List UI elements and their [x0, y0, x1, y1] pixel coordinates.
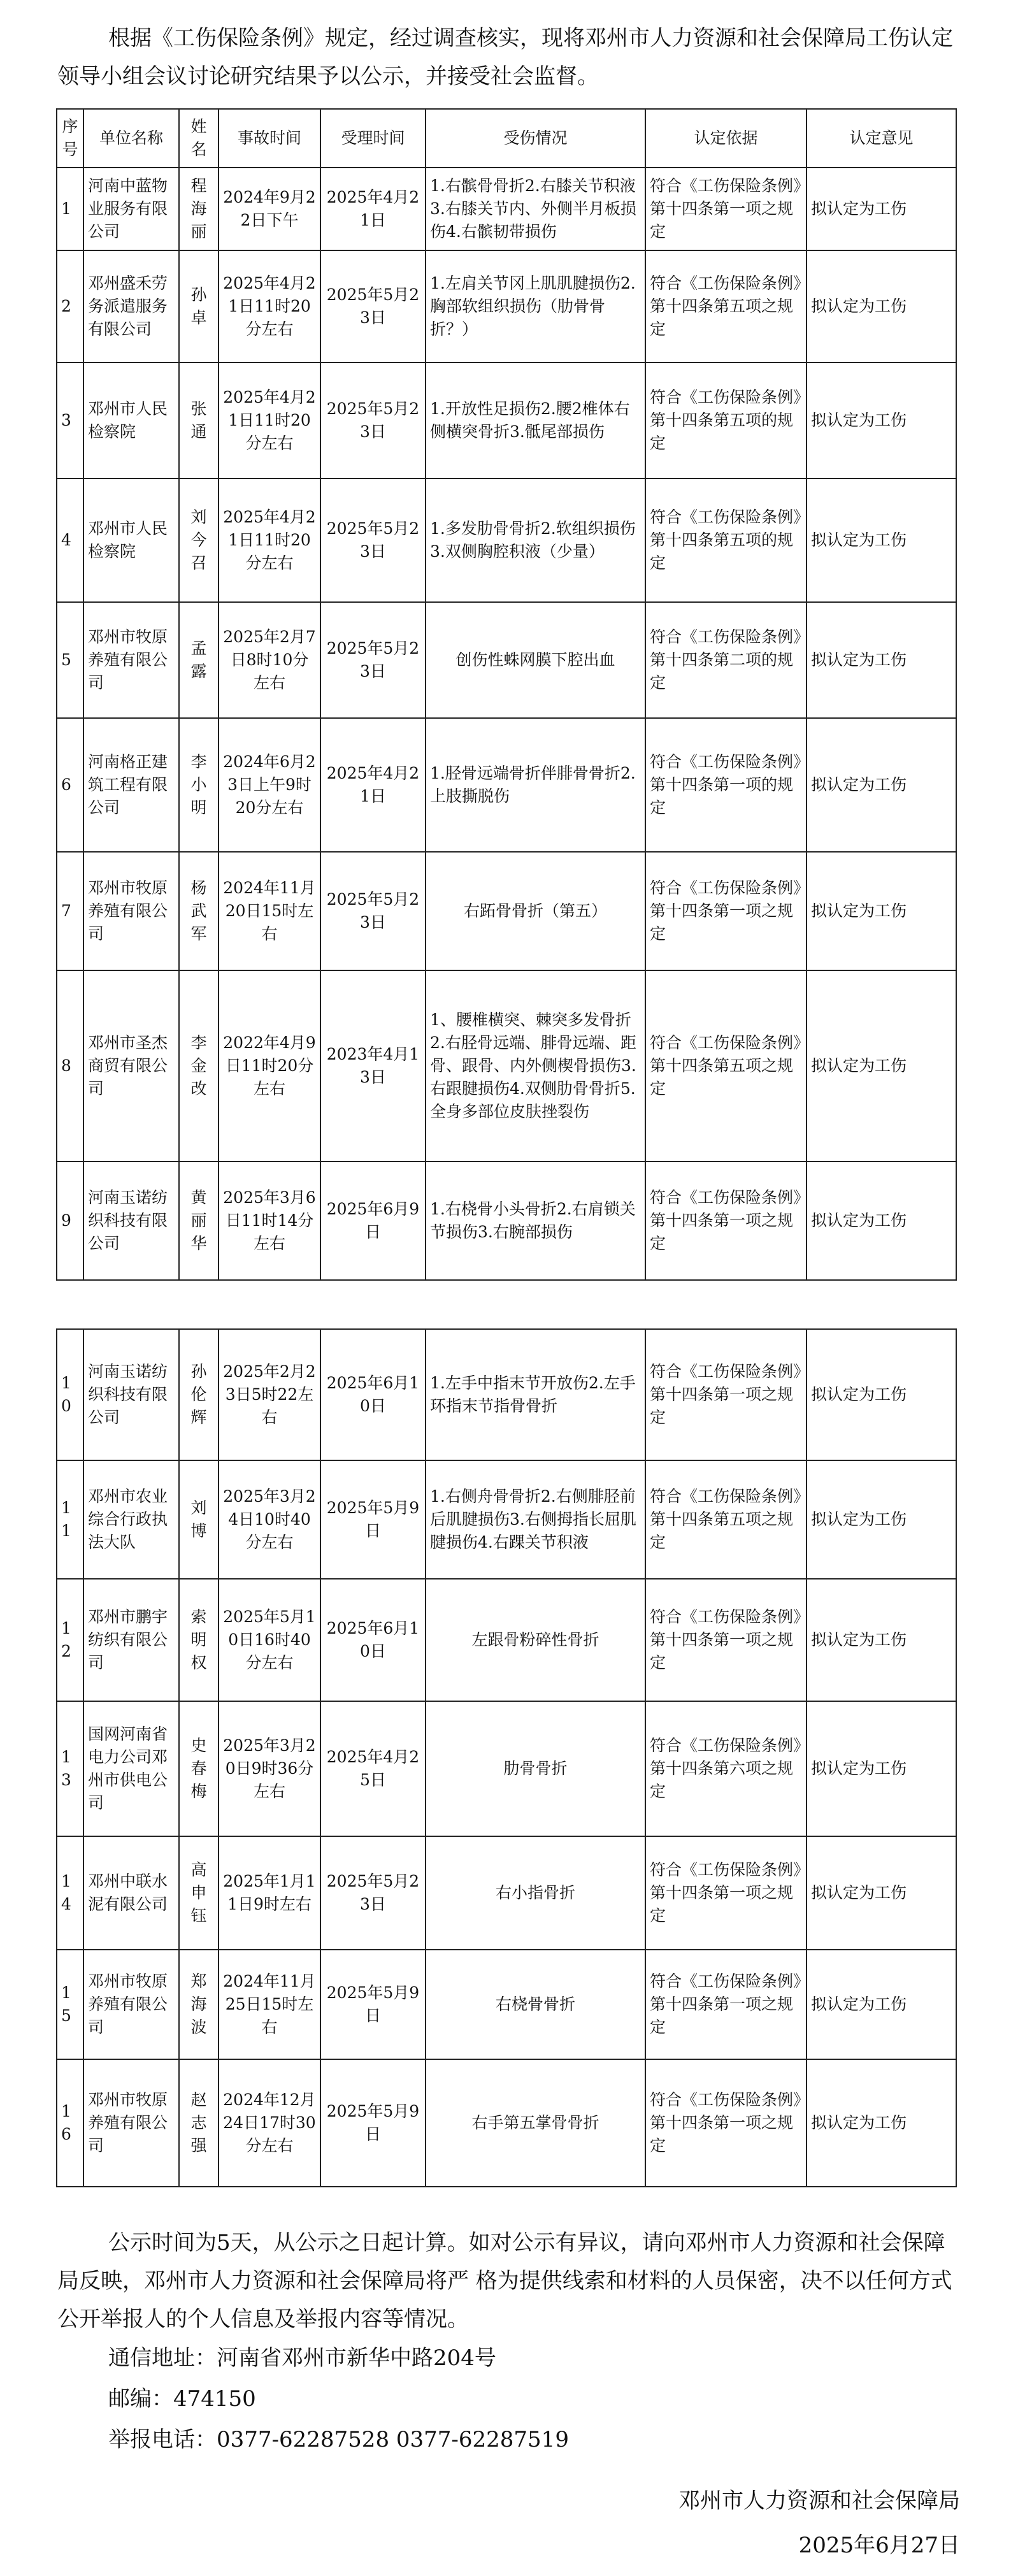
- header-unit: 单位名称: [83, 109, 179, 168]
- cell-opinion: 拟认定为工伤: [807, 479, 956, 602]
- signature-date: 2025年6月27日: [798, 2533, 960, 2558]
- cell-accident-time: 2024年11月20日15时左右: [219, 852, 320, 970]
- cell-no: 7: [57, 852, 83, 970]
- cell-accepted-time: 2025年5月23日: [320, 479, 426, 602]
- contact-postcode: 邮编：474150: [108, 2386, 256, 2412]
- cell-unit: 邓州市牧原养殖有限公司: [83, 2059, 179, 2187]
- cell-unit: 邓州盛禾劳务派遣服务有限公司: [83, 250, 179, 363]
- header-injury: 受伤情况: [426, 109, 645, 168]
- cell-basis: 符合《工伤保险条例》第十四条第一项之规定: [645, 1836, 807, 1950]
- cell-no: 14: [57, 1836, 83, 1950]
- cell-accepted-time: 2025年6月10日: [320, 1329, 426, 1460]
- cell-basis: 符合《工伤保险条例》第十四条第五项之规定: [645, 1460, 807, 1579]
- header-opinion: 认定意见: [807, 109, 956, 168]
- table-row: [57, 718, 956, 852]
- cell-name: 刘博: [179, 1460, 219, 1579]
- injury-table-part-1: [56, 108, 957, 1281]
- cell-opinion: 拟认定为工伤: [807, 1836, 956, 1950]
- cell-name: 刘今召: [179, 479, 219, 602]
- cell-injury: 1.右桡骨小头骨折2.右肩锁关节损伤3.右腕部损伤: [426, 1162, 645, 1280]
- cell-no: 9: [57, 1162, 83, 1280]
- table-header-row: [57, 109, 956, 168]
- cell-unit: 邓州市牧原养殖有限公司: [83, 852, 179, 970]
- cell-accepted-time: 2025年5月9日: [320, 1950, 426, 2059]
- cell-name: 孙伦辉: [179, 1329, 219, 1460]
- cell-name: 高申钰: [179, 1836, 219, 1950]
- cell-injury: 1.右髌骨骨折2.右膝关节积液3.右膝关节内、外侧半月板损伤4.右髌韧带损伤: [426, 168, 645, 250]
- cell-opinion: 拟认定为工伤: [807, 1579, 956, 1701]
- cell-accident-time: 2024年9月22日下午: [219, 168, 320, 250]
- cell-accepted-time: 2025年6月9日: [320, 1162, 426, 1280]
- cell-injury: 1.左手中指末节开放伤2.左手环指末节指骨骨折: [426, 1329, 645, 1460]
- cell-accident-time: 2025年1月11日9时左右: [219, 1836, 320, 1950]
- cell-accepted-time: 2025年5月23日: [320, 250, 426, 363]
- cell-accepted-time: 2025年6月10日: [320, 1579, 426, 1701]
- table-body-part-1: [57, 168, 956, 1280]
- cell-basis: 符合《工伤保险条例》第十四条第一项之规定: [645, 1579, 807, 1701]
- cell-opinion: 拟认定为工伤: [807, 1460, 956, 1579]
- cell-basis: 符合《工伤保险条例》第十四条第五项的规定: [645, 479, 807, 602]
- cell-injury: 1.左肩关节冈上肌肌腱损伤2.胸部软组织损伤（肋骨骨折？）: [426, 250, 645, 363]
- cell-accepted-time: 2023年4月13日: [320, 970, 426, 1162]
- cell-basis: 符合《工伤保险条例》第十四条第一项之规定: [645, 1950, 807, 2059]
- cell-opinion: 拟认定为工伤: [807, 970, 956, 1162]
- cell-accident-time: 2025年2月7日8时10分左右: [219, 602, 320, 718]
- cell-accident-time: 2025年5月10日16时40分左右: [219, 1579, 320, 1701]
- cell-no: 10: [57, 1329, 83, 1460]
- cell-basis: 符合《工伤保险条例》第十四条第一项之规定: [645, 168, 807, 250]
- signature-org: 邓州市人力资源和社会保障局: [678, 2488, 960, 2514]
- cell-opinion: 拟认定为工伤: [807, 363, 956, 479]
- cell-name: 李金改: [179, 970, 219, 1162]
- cell-accepted-time: 2025年5月23日: [320, 852, 426, 970]
- cell-accepted-time: 2025年5月23日: [320, 1836, 426, 1950]
- table-row: [57, 479, 956, 602]
- cell-no: 6: [57, 718, 83, 852]
- table-row: [57, 602, 956, 718]
- cell-unit: 邓州市农业综合行政执法大队: [83, 1460, 179, 1579]
- table-row: [57, 363, 956, 479]
- cell-injury: 1.右侧舟骨骨折2.右侧腓胫前后肌腱损伤3.右侧拇指长屈肌腱损伤4.右踝关节积液: [426, 1460, 645, 1579]
- injury-table-part-2: [56, 1328, 957, 2187]
- outro-paragraph: 公示时间为5天，从公示之日起计算。如对公示有异议，请向邓州市人力资源和社会保障局反映，邓州市人力资源和社会保障局将严 格为提供线索和材料的人员保密，决不以任何方式公开举报人的个人信息及举报内容等情况。: [57, 2230, 952, 2332]
- cell-no: 15: [57, 1950, 83, 2059]
- cell-accident-time: 2024年6月23日上午9时20分左右: [219, 718, 320, 852]
- cell-basis: 符合《工伤保险条例》第十四条第一项之规定: [645, 1162, 807, 1280]
- cell-accepted-time: 2025年4月21日: [320, 168, 426, 250]
- cell-accident-time: 2025年3月20日9时36分左右: [219, 1701, 320, 1836]
- cell-unit: 河南中蓝物业服务有限公司: [83, 168, 179, 250]
- cell-opinion: 拟认定为工伤: [807, 250, 956, 363]
- cell-unit: 国网河南省电力公司邓州市供电公司: [83, 1701, 179, 1836]
- table-row: [57, 2059, 956, 2187]
- cell-basis: 符合《工伤保险条例》第十四条第一项之规定: [645, 2059, 807, 2187]
- cell-basis: 符合《工伤保险条例》第十四条第五项之规定: [645, 970, 807, 1162]
- table-row: [57, 250, 956, 363]
- table-row: [57, 852, 956, 970]
- cell-name: 李小明: [179, 718, 219, 852]
- cell-accepted-time: 2025年5月23日: [320, 363, 426, 479]
- cell-injury: 1.多发肋骨骨折2.软组织损伤3.双侧胸腔积液（少量）: [426, 479, 645, 602]
- cell-injury: 1.胫骨远端骨折伴腓骨骨折2.上肢撕脱伤: [426, 718, 645, 852]
- cell-opinion: 拟认定为工伤: [807, 718, 956, 852]
- cell-accepted-time: 2025年4月25日: [320, 1701, 426, 1836]
- table-row: [57, 1162, 956, 1280]
- cell-accident-time: 2025年3月24日10时40分左右: [219, 1460, 320, 1579]
- cell-accident-time: 2025年4月21日11时20分左右: [219, 250, 320, 363]
- cell-injury: 右手第五掌骨骨折: [426, 2059, 645, 2187]
- cell-opinion: 拟认定为工伤: [807, 602, 956, 718]
- table-row: [57, 1836, 956, 1950]
- cell-no: 5: [57, 602, 83, 718]
- header-accident-time: 事故时间: [219, 109, 320, 168]
- cell-injury: 创伤性蛛网膜下腔出血: [426, 602, 645, 718]
- cell-no: 4: [57, 479, 83, 602]
- cell-name: 索明权: [179, 1579, 219, 1701]
- intro-paragraph: 根据《工伤保险条例》规定，经过调查核实，现将邓州市人力资源和社会保障局工伤认定领导小组会议讨论研究结果予以公示，并接受社会监督。: [57, 25, 953, 89]
- header-no: 序号: [57, 109, 83, 168]
- cell-name: 孙卓: [179, 250, 219, 363]
- cell-accident-time: 2025年2月23日5时22左右: [219, 1329, 320, 1460]
- cell-name: 张通: [179, 363, 219, 479]
- cell-no: 3: [57, 363, 83, 479]
- cell-name: 郑海波: [179, 1950, 219, 2059]
- cell-accident-time: 2024年12月24日17时30分左右: [219, 2059, 320, 2187]
- cell-basis: 符合《工伤保险条例》第十四条第五项的规定: [645, 363, 807, 479]
- cell-basis: 符合《工伤保险条例》第十四条第二项的规定: [645, 602, 807, 718]
- table-row: [57, 1329, 956, 1460]
- cell-accident-time: 2025年4月21日11时20分左右: [219, 363, 320, 479]
- cell-basis: 符合《工伤保险条例》第十四条第一项之规定: [645, 1329, 807, 1460]
- cell-unit: 邓州市牧原养殖有限公司: [83, 602, 179, 718]
- cell-unit: 河南格正建筑工程有限公司: [83, 718, 179, 852]
- table-row: [57, 168, 956, 250]
- header-accepted-time: 受理时间: [320, 109, 426, 168]
- cell-no: 13: [57, 1701, 83, 1836]
- cell-opinion: 拟认定为工伤: [807, 1162, 956, 1280]
- cell-injury: 1.开放性足损伤2.腰2椎体右侧横突骨折3.骶尾部损伤: [426, 363, 645, 479]
- cell-no: 2: [57, 250, 83, 363]
- cell-injury: 右跖骨骨折（第五）: [426, 852, 645, 970]
- cell-name: 赵志强: [179, 2059, 219, 2187]
- cell-injury: 1、腰椎横突、棘突多发骨折2.右胫骨远端、腓骨远端、距骨、跟骨、内外侧楔骨损伤3.右跟腱损伤4.双侧肋骨骨折5.全身多部位皮肤挫裂伤: [426, 970, 645, 1162]
- cell-unit: 河南玉诺纺织科技有限公司: [83, 1162, 179, 1280]
- header-name: 姓名: [179, 109, 219, 168]
- cell-basis: 符合《工伤保险条例》第十四条第六项之规定: [645, 1701, 807, 1836]
- cell-no: 11: [57, 1460, 83, 1579]
- table-row: [57, 1950, 956, 2059]
- cell-opinion: 拟认定为工伤: [807, 1329, 956, 1460]
- cell-no: 16: [57, 2059, 83, 2187]
- cell-name: 史春梅: [179, 1701, 219, 1836]
- cell-unit: 邓州市牧原养殖有限公司: [83, 1950, 179, 2059]
- cell-name: 程海丽: [179, 168, 219, 250]
- table-row: [57, 1701, 956, 1836]
- table-body-part-2: [57, 1329, 956, 2187]
- contact-phone: 举报电话：0377-62287528 0377-62287519: [108, 2427, 569, 2452]
- cell-no: 8: [57, 970, 83, 1162]
- cell-opinion: 拟认定为工伤: [807, 2059, 956, 2187]
- cell-accident-time: 2024年11月25日15时左右: [219, 1950, 320, 2059]
- cell-accident-time: 2022年4月9日11时20分左右: [219, 970, 320, 1162]
- cell-accident-time: 2025年4月21日11时20分左右: [219, 479, 320, 602]
- cell-injury: 左跟骨粉碎性骨折: [426, 1579, 645, 1701]
- cell-opinion: 拟认定为工伤: [807, 1950, 956, 2059]
- cell-name: 孟露: [179, 602, 219, 718]
- header-basis: 认定依据: [645, 109, 807, 168]
- cell-injury: 肋骨骨折: [426, 1701, 645, 1836]
- table-row: [57, 1579, 956, 1701]
- cell-unit: 邓州市圣杰商贸有限公司: [83, 970, 179, 1162]
- cell-name: 黄丽华: [179, 1162, 219, 1280]
- table-row: [57, 970, 956, 1162]
- table-row: [57, 1460, 956, 1579]
- cell-no: 1: [57, 168, 83, 250]
- cell-opinion: 拟认定为工伤: [807, 1701, 956, 1836]
- cell-accepted-time: 2025年4月21日: [320, 718, 426, 852]
- cell-accepted-time: 2025年5月9日: [320, 2059, 426, 2187]
- cell-accepted-time: 2025年5月23日: [320, 602, 426, 718]
- cell-opinion: 拟认定为工伤: [807, 852, 956, 970]
- cell-unit: 邓州市人民检察院: [83, 479, 179, 602]
- cell-no: 12: [57, 1579, 83, 1701]
- cell-injury: 右小指骨折: [426, 1836, 645, 1950]
- cell-unit: 邓州市鹏宇纺织有限公司: [83, 1579, 179, 1701]
- cell-accepted-time: 2025年5月9日: [320, 1460, 426, 1579]
- cell-name: 杨武军: [179, 852, 219, 970]
- cell-basis: 符合《工伤保险条例》第十四条第五项之规定: [645, 250, 807, 363]
- cell-accident-time: 2025年3月6日11时14分左右: [219, 1162, 320, 1280]
- cell-opinion: 拟认定为工伤: [807, 168, 956, 250]
- cell-unit: 邓州中联水泥有限公司: [83, 1836, 179, 1950]
- cell-unit: 邓州市人民检察院: [83, 363, 179, 479]
- cell-basis: 符合《工伤保险条例》第十四条第一项之规定: [645, 852, 807, 970]
- contact-address: 通信地址：河南省邓州市新华中路204号: [108, 2345, 496, 2371]
- cell-unit: 河南玉诺纺织科技有限公司: [83, 1329, 179, 1460]
- cell-basis: 符合《工伤保险条例》第十四条第一项的规定: [645, 718, 807, 852]
- cell-injury: 右桡骨骨折: [426, 1950, 645, 2059]
